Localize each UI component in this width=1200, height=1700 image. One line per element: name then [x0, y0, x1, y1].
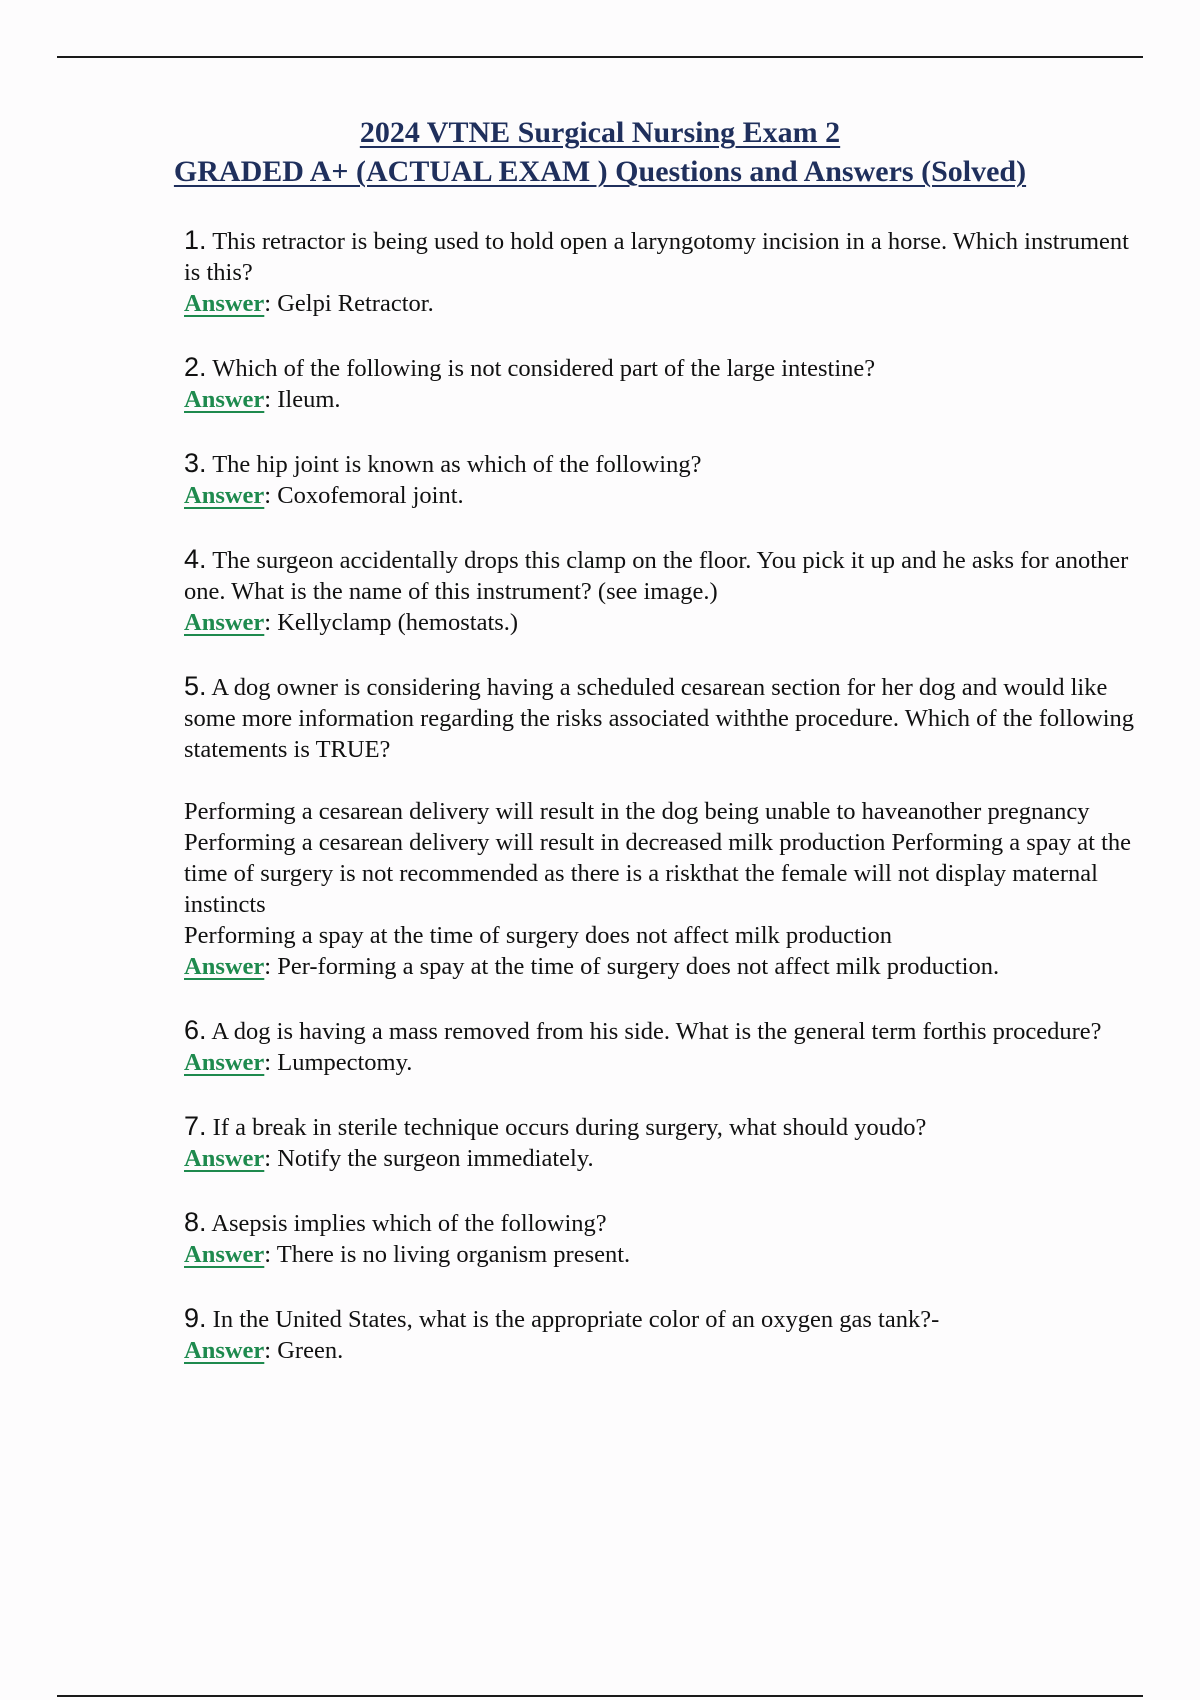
question-text: The hip joint is known as which of the following?: [212, 451, 702, 478]
question-number: 3.: [184, 448, 207, 478]
question-number: 9.: [184, 1303, 207, 1333]
answer-text: : Green.: [264, 1337, 344, 1364]
answer-5: [184, 951, 1144, 982]
question-number: 4.: [184, 544, 207, 574]
question-item-8: [184, 1207, 1144, 1270]
question-number: 5.: [184, 671, 207, 701]
question-5: [184, 671, 1144, 765]
question-number: 1.: [184, 225, 207, 255]
question-text: Which of the following is not considered part of the large intestine?: [212, 355, 876, 382]
answer-label: Answer: [184, 953, 265, 980]
answer-4: [184, 607, 1144, 638]
answer-2: [184, 384, 1144, 415]
answer-text: : Lumpectomy.: [264, 1049, 413, 1076]
answer-label: Answer: [184, 609, 265, 636]
question-item-2: [184, 352, 1144, 415]
question-2: [184, 352, 1144, 384]
question-text: Asepsis implies which of the following?: [211, 1210, 607, 1237]
question-text: If a break in sterile technique occurs during surgery, what should youdo?: [212, 1114, 927, 1141]
answer-label: Answer: [184, 290, 265, 317]
question-number: 8.: [184, 1207, 207, 1237]
answer-9: [184, 1335, 1144, 1366]
question-item-1: [184, 225, 1144, 319]
question-text: This retractor is being used to hold open a laryngotomy incision in a horse. Which instrument is this?: [184, 228, 1129, 286]
question-text: In the United States, what is the appropriate color of an oxygen gas tank?-: [212, 1306, 940, 1333]
question-7: [184, 1111, 1144, 1143]
question-6: [184, 1015, 1144, 1047]
answer-option: Performing a spay at the time of surgery does not affect milk production: [184, 922, 893, 949]
answer-text: : There is no living organism present.: [264, 1241, 631, 1268]
answer-text: : Kellyclamp (hemostats.): [264, 609, 519, 636]
answer-3: [184, 480, 1144, 511]
question-list: [184, 225, 1144, 1399]
question-item-7: [184, 1111, 1144, 1174]
question-8: [184, 1207, 1144, 1239]
answer-text: : Coxofemoral joint.: [264, 482, 464, 509]
document-title: [57, 113, 1143, 191]
question-4: [184, 544, 1144, 607]
answer-7: [184, 1143, 1144, 1174]
answer-label: Answer: [184, 1337, 265, 1364]
answer-1: [184, 288, 1144, 319]
question-item-3: [184, 448, 1144, 511]
answer-text: : Ileum.: [264, 386, 341, 413]
answer-label: Answer: [184, 1241, 265, 1268]
question-3: [184, 448, 1144, 480]
answer-label: Answer: [184, 1049, 265, 1076]
question-1: [184, 225, 1144, 288]
question-item-5: [184, 671, 1144, 982]
bottom-rule: [57, 1695, 1143, 1697]
answer-text: : Gelpi Retractor.: [264, 290, 434, 317]
answer-option: Performing a cesarean delivery will result in the dog being unable to haveanother pregnancy: [184, 798, 1090, 825]
title-line-2: GRADED A+ (ACTUAL EXAM ) Questions and Answers (Solved): [173, 155, 1027, 188]
answer-8: [184, 1239, 1144, 1270]
answer-option: Performing a cesarean delivery will result in decreased milk production Performing a spay at the time of surgery is not recommended as there is a riskthat the female will not display maternal instincts: [184, 829, 1132, 918]
top-rule: [57, 56, 1143, 58]
question-item-9: [184, 1303, 1144, 1366]
answer-text: : Per-forming a spay at the time of surgery does not affect milk production.: [264, 953, 1000, 980]
question-9: [184, 1303, 1144, 1335]
question-item-6: [184, 1015, 1144, 1078]
question-text: The surgeon accidentally drops this clamp on the floor. You pick it up and he asks for another one. What is the name of this instrument? (see image.): [184, 547, 1129, 605]
question-text: A dog is having a mass removed from his side. What is the general term forthis procedure?: [211, 1018, 1102, 1045]
question-number: 7.: [184, 1111, 207, 1141]
question-item-4: [184, 544, 1144, 638]
question-number: 2.: [184, 352, 207, 382]
answer-options: [184, 796, 1144, 951]
answer-label: Answer: [184, 482, 265, 509]
title-line-1: 2024 VTNE Surgical Nursing Exam 2: [359, 116, 841, 149]
question-text: A dog owner is considering having a scheduled cesarean section for her dog and would like some more information regarding the risks associated withthe procedure. Which of the following statements is TRUE?: [184, 674, 1135, 763]
answer-label: Answer: [184, 386, 265, 413]
answer-6: [184, 1047, 1144, 1078]
question-number: 6.: [184, 1015, 207, 1045]
answer-label: Answer: [184, 1145, 265, 1172]
answer-text: : Notify the surgeon immediately.: [264, 1145, 594, 1172]
